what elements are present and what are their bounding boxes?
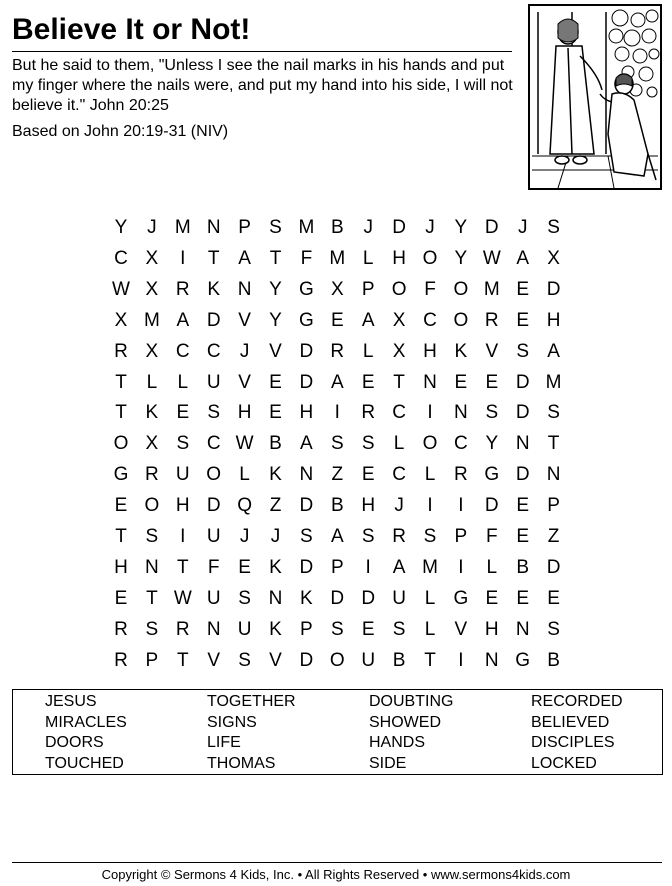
puzzle-letter: C: [423, 309, 437, 331]
puzzle-letter: D: [206, 495, 221, 517]
puzzle-letter: J: [147, 217, 157, 238]
puzzle-letter: E: [361, 618, 375, 640]
puzzle-letter: I: [427, 402, 433, 424]
puzzle-letter: B: [392, 649, 406, 671]
puzzle-letter: C: [454, 433, 468, 455]
puzzle-letter: M: [143, 309, 160, 331]
footer-divider: [12, 862, 662, 863]
puzzle-letter: S: [207, 402, 221, 424]
puzzle-letter: V: [269, 649, 282, 671]
word-list-item: DOUBTING: [369, 693, 454, 710]
puzzle-letter: N: [237, 278, 252, 300]
puzzle-letter: E: [269, 371, 282, 393]
puzzle-letter: N: [423, 371, 437, 393]
puzzle-letter: U: [206, 526, 221, 547]
puzzle-letter: E: [114, 587, 128, 609]
word-list-item: HANDS: [369, 734, 426, 751]
puzzle-letter: P: [330, 556, 344, 578]
word-list-item: SHOWED: [369, 713, 441, 731]
puzzle-letter: D: [484, 495, 499, 517]
puzzle-letter: M: [174, 217, 191, 238]
puzzle-letter: F: [207, 556, 220, 578]
puzzle-letter: R: [392, 526, 406, 547]
puzzle-letter: L: [239, 464, 250, 486]
puzzle-letter: R: [114, 618, 128, 640]
puzzle-letter: L: [486, 556, 498, 578]
puzzle-letter: T: [393, 371, 405, 393]
puzzle-letter: L: [362, 247, 374, 269]
puzzle-letter: K: [269, 556, 282, 578]
puzzle-letter: J: [239, 340, 250, 362]
puzzle-letter: E: [176, 402, 190, 424]
puzzle-letter: E: [361, 464, 375, 486]
puzzle-letter: O: [113, 433, 129, 455]
puzzle-letter: G: [484, 464, 500, 486]
puzzle-letter: S: [300, 526, 313, 547]
puzzle-letter: M: [545, 371, 562, 393]
puzzle-letter: O: [453, 278, 469, 300]
scripture-verse: But he said to them, "Unless I see the nail marks in his hands and put my finger where the nails were, and put my hand into his side, I will not believe it." John 20:25: [12, 57, 513, 114]
puzzle-letter: S: [485, 402, 499, 424]
puzzle-letter: A: [516, 247, 530, 269]
word-list-item: TOUCHED: [45, 754, 124, 772]
puzzle-letter: X: [392, 340, 406, 362]
puzzle-letter: T: [424, 649, 436, 671]
puzzle-letter: R: [484, 309, 499, 331]
puzzle-letter: E: [516, 587, 530, 609]
puzzle-letter: R: [114, 340, 128, 362]
puzzle-letter: J: [270, 526, 281, 547]
puzzle-letter: J: [363, 217, 373, 238]
puzzle-letter: X: [392, 309, 406, 331]
puzzle-letter: H: [361, 495, 376, 517]
puzzle-letter: I: [458, 649, 464, 671]
puzzle-letter: J: [239, 526, 250, 547]
puzzle-letter: B: [330, 217, 344, 238]
puzzle-letter: H: [114, 556, 128, 578]
puzzle-letter: N: [206, 618, 221, 640]
puzzle-letter: R: [145, 464, 159, 486]
puzzle-letter: F: [485, 526, 498, 547]
puzzle-letter: I: [180, 526, 186, 547]
puzzle-letter: A: [330, 371, 344, 393]
scripture-reference: Based on John 20:19-31 (NIV): [12, 123, 229, 140]
puzzle-letter: G: [515, 649, 531, 671]
puzzle-letter: L: [146, 371, 158, 393]
puzzle-letter: S: [361, 526, 375, 547]
puzzle-letter: N: [268, 587, 283, 609]
puzzle-letter: J: [517, 217, 528, 238]
puzzle-letter: S: [423, 526, 437, 547]
puzzle-letter: H: [392, 247, 406, 269]
puzzle-letter: I: [427, 495, 433, 517]
puzzle-letter: Z: [547, 526, 560, 547]
puzzle-letter: S: [238, 587, 251, 609]
puzzle-letter: S: [176, 433, 190, 455]
copyright-footer: Copyright © Sermons 4 Kids, Inc. • All Rights Reserved • www.sermons4kids.com: [101, 867, 571, 882]
puzzle-letter: L: [424, 587, 436, 609]
puzzle-letter: N: [546, 464, 561, 486]
word-list-box: [12, 689, 663, 775]
puzzle-letter: A: [238, 247, 251, 269]
puzzle-letter: Y: [485, 433, 499, 455]
word-list-item: DISCIPLES: [531, 734, 615, 751]
puzzle-letter: P: [454, 526, 468, 547]
puzzle-letter: E: [516, 495, 530, 517]
word-list-item: MIRACLES: [45, 713, 127, 731]
puzzle-letter: I: [365, 556, 371, 578]
puzzle-letter: S: [392, 618, 406, 640]
puzzle-letter: K: [269, 618, 282, 640]
puzzle-letter: P: [238, 217, 251, 238]
puzzle-letter: I: [458, 556, 464, 578]
puzzle-letter: Z: [269, 495, 282, 517]
puzzle-letter: N: [145, 556, 159, 578]
puzzle-letter: T: [115, 371, 127, 393]
puzzle-letter: D: [515, 464, 530, 486]
page-title: Believe It or Not!: [12, 13, 251, 46]
puzzle-letter: T: [269, 247, 282, 269]
puzzle-letter: R: [114, 649, 128, 671]
puzzle-letter: K: [300, 587, 313, 609]
puzzle-letter: A: [392, 556, 406, 578]
puzzle-letter: H: [546, 309, 561, 331]
puzzle-letter: U: [175, 464, 190, 486]
puzzle-letter: X: [547, 247, 560, 269]
puzzle-letter: L: [177, 371, 189, 393]
puzzle-letter: N: [484, 649, 499, 671]
puzzle-letter: P: [361, 278, 375, 300]
puzzle-letter: G: [453, 587, 469, 609]
puzzle-letter: Y: [269, 278, 282, 300]
word-list-item: JESUS: [45, 693, 97, 710]
puzzle-letter: Y: [114, 217, 128, 238]
puzzle-letter: J: [425, 217, 435, 238]
puzzle-letter: S: [547, 217, 560, 238]
puzzle-letter: S: [547, 618, 560, 640]
puzzle-letter: E: [485, 587, 499, 609]
puzzle-letter: D: [330, 587, 345, 609]
puzzle-letter: U: [237, 618, 252, 640]
puzzle-letter: F: [424, 278, 436, 300]
puzzle-letter: B: [516, 556, 530, 578]
puzzle-letter: A: [361, 309, 375, 331]
puzzle-letter: A: [330, 526, 344, 547]
puzzle-letter: Z: [331, 464, 344, 486]
puzzle-letter: F: [300, 247, 313, 269]
word-list-item: TOGETHER: [207, 693, 296, 710]
puzzle-letter: O: [422, 433, 438, 455]
puzzle-letter: D: [392, 217, 406, 238]
puzzle-letter: A: [547, 340, 560, 362]
puzzle-letter: B: [269, 433, 282, 455]
puzzle-letter: E: [454, 371, 468, 393]
puzzle-letter: M: [483, 278, 500, 300]
puzzle-letter: B: [547, 649, 560, 671]
puzzle-letter: D: [299, 649, 314, 671]
word-list-item: RECORDED: [531, 693, 623, 710]
puzzle-letter: A: [300, 433, 313, 455]
puzzle-letter: I: [334, 402, 340, 424]
puzzle-letter: O: [422, 247, 438, 269]
puzzle-letter: W: [112, 278, 130, 300]
puzzle-letter: S: [145, 526, 159, 547]
puzzle-letter: K: [207, 278, 221, 300]
puzzle-letter: O: [391, 278, 407, 300]
puzzle-letter: V: [269, 340, 282, 362]
puzzle-letter: V: [485, 340, 499, 362]
puzzle-letter: P: [300, 618, 313, 640]
puzzle-letter: T: [115, 526, 127, 547]
puzzle-letter: D: [546, 556, 561, 578]
puzzle-letter: U: [361, 649, 376, 671]
word-list-item: LIFE: [207, 734, 241, 751]
puzzle-letter: D: [299, 340, 314, 362]
puzzle-letter: D: [546, 278, 561, 300]
puzzle-letter: E: [238, 556, 251, 578]
puzzle-letter: T: [146, 587, 158, 609]
puzzle-letter: E: [516, 526, 530, 547]
puzzle-letter: V: [238, 371, 251, 393]
puzzle-letter: L: [424, 618, 436, 640]
puzzle-letter: P: [547, 495, 560, 517]
puzzle-letter: E: [269, 402, 282, 424]
puzzle-letter: H: [237, 402, 252, 424]
puzzle-letter: W: [173, 587, 192, 609]
puzzle-letter: R: [175, 278, 190, 300]
puzzle-letter: H: [175, 495, 190, 517]
puzzle-letter: K: [145, 402, 159, 424]
puzzle-letter: D: [299, 556, 314, 578]
puzzle-letter: R: [361, 402, 376, 424]
puzzle-letter: T: [547, 433, 560, 455]
puzzle-letter: C: [114, 247, 128, 269]
puzzle-letter: E: [516, 309, 530, 331]
puzzle-letter: Y: [454, 217, 468, 238]
puzzle-letter: N: [515, 433, 530, 455]
puzzle-letter: T: [207, 247, 220, 269]
puzzle-letter: T: [115, 402, 127, 424]
puzzle-letter: X: [145, 247, 159, 269]
puzzle-letter: C: [206, 340, 221, 362]
puzzle-letter: E: [330, 309, 344, 331]
puzzle-letter: M: [329, 247, 346, 269]
puzzle-letter: V: [454, 618, 468, 640]
puzzle-letter: D: [515, 402, 530, 424]
puzzle-letter: Y: [454, 247, 468, 269]
puzzle-letter: V: [238, 309, 251, 331]
puzzle-letter: E: [516, 278, 530, 300]
puzzle-letter: S: [361, 433, 375, 455]
word-list-item: BELIEVED: [531, 713, 610, 731]
puzzle-letter: R: [330, 340, 345, 362]
puzzle-letter: R: [175, 618, 190, 640]
puzzle-letter: N: [454, 402, 468, 424]
puzzle-letter: W: [235, 433, 254, 455]
puzzle-letter: G: [299, 309, 314, 331]
word-list-item: LOCKED: [531, 754, 597, 772]
puzzle-letter: G: [299, 278, 314, 300]
puzzle-letter: K: [454, 340, 468, 362]
puzzle-letter: D: [484, 217, 499, 238]
puzzle-letter: S: [238, 649, 251, 671]
puzzle-letter: V: [207, 649, 221, 671]
puzzle-letter: X: [145, 278, 159, 300]
puzzle-letter: T: [176, 649, 189, 671]
puzzle-letter: U: [206, 371, 221, 393]
word-list-item: SIDE: [369, 754, 407, 772]
puzzle-letter: O: [453, 309, 469, 331]
puzzle-letter: M: [298, 217, 315, 238]
puzzle-letter: I: [180, 247, 186, 269]
puzzle-letter: H: [423, 340, 437, 362]
puzzle-letter: L: [424, 464, 436, 486]
puzzle-letter: R: [454, 464, 468, 486]
puzzle-letter: C: [206, 433, 221, 455]
word-list-item: THOMAS: [207, 754, 276, 772]
puzzle-letter: O: [329, 649, 345, 671]
puzzle-letter: O: [144, 495, 160, 517]
puzzle-letter: X: [145, 433, 159, 455]
puzzle-letter: K: [269, 464, 282, 486]
puzzle-letter: S: [145, 618, 159, 640]
puzzle-letter: I: [458, 495, 464, 517]
puzzle-letter: E: [547, 587, 560, 609]
puzzle-letter: W: [482, 247, 501, 269]
puzzle-letter: D: [299, 495, 314, 517]
puzzle-letter: H: [484, 618, 499, 640]
puzzle-letter: U: [392, 587, 406, 609]
puzzle-letter: S: [330, 618, 344, 640]
puzzle-letter: C: [392, 402, 406, 424]
puzzle-letter: Y: [269, 309, 282, 331]
puzzle-letter: C: [175, 340, 190, 362]
puzzle-letter: L: [393, 433, 405, 455]
puzzle-letter: Q: [237, 495, 252, 517]
puzzle-letter: S: [516, 340, 530, 362]
puzzle-letter: S: [269, 217, 282, 238]
puzzle-letter: X: [330, 278, 344, 300]
puzzle-letter: N: [206, 217, 221, 238]
puzzle-letter: T: [176, 556, 189, 578]
puzzle-letter: X: [114, 309, 128, 331]
puzzle-letter: C: [392, 464, 406, 486]
puzzle-letter: B: [330, 495, 344, 517]
word-list-item: DOORS: [45, 734, 104, 751]
puzzle-letter: M: [422, 556, 438, 578]
puzzle-letter: G: [113, 464, 129, 486]
puzzle-letter: X: [145, 340, 159, 362]
puzzle-letter: J: [394, 495, 404, 517]
puzzle-letter: S: [330, 433, 344, 455]
puzzle-letter: O: [206, 464, 222, 486]
puzzle-letter: N: [515, 618, 530, 640]
puzzle-letter: D: [515, 371, 530, 393]
puzzle-letter: D: [299, 371, 314, 393]
puzzle-letter: D: [361, 587, 376, 609]
puzzle-letter: S: [547, 402, 560, 424]
puzzle-letter: N: [299, 464, 314, 486]
puzzle-letter: D: [206, 309, 221, 331]
puzzle-letter: E: [485, 371, 499, 393]
puzzle-letter: U: [206, 587, 221, 609]
puzzle-letter: P: [145, 649, 159, 671]
puzzle-letter: A: [176, 309, 190, 331]
puzzle-letter: H: [299, 402, 314, 424]
puzzle-letter: L: [362, 340, 374, 362]
puzzle-letter: E: [361, 371, 375, 393]
word-list-item: SIGNS: [207, 713, 257, 731]
puzzle-letter: E: [114, 495, 128, 517]
